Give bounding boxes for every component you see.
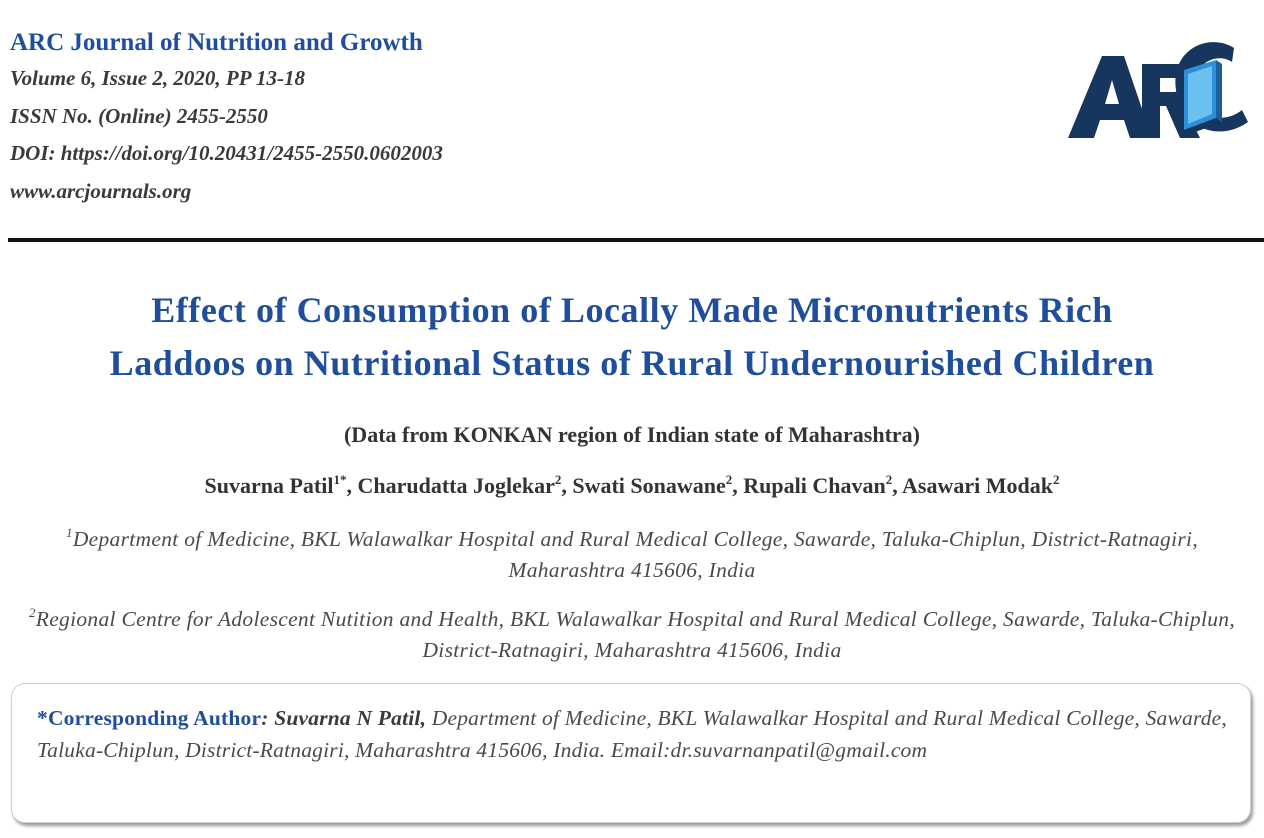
svg-text:ARC: ARC xyxy=(1066,34,1069,35)
author-name: Rupali Chavan xyxy=(743,473,886,498)
book-icon xyxy=(1184,60,1222,134)
article-title xyxy=(0,284,1264,390)
affiliation-mark: 1 xyxy=(66,525,73,540)
journal-header xyxy=(10,26,810,210)
corresponding-author-name: Suvarna N Patil, xyxy=(274,706,427,730)
author-name: Suvarna Patil xyxy=(204,473,334,498)
arc-logo xyxy=(1066,34,1252,146)
volume-issue: Volume 6, Issue 2, 2020, PP 13-18 xyxy=(10,66,305,90)
corresponding-colon: : xyxy=(261,706,269,730)
article-subtitle: (Data from KONKAN region of Indian state of Maharashtra) xyxy=(343,422,921,447)
affiliation-2 xyxy=(20,604,1244,666)
logo-letter-a xyxy=(1068,56,1152,138)
author-separator: , xyxy=(561,473,573,498)
affiliation-text: Regional Centre for Adolescent Nutition and Health, BKL Walawalkar Hospital and Rural Medical College, Sawarde, Taluka-Chiplun, District-Ratnagiri, Maharashtra 415606, India xyxy=(35,607,1236,662)
author-separator: , xyxy=(732,473,744,498)
author-name: Asawari Modak xyxy=(902,473,1053,498)
author-affiliation-mark: 2 xyxy=(1052,472,1060,487)
issn-number: ISSN No. (Online) 2455-2550 xyxy=(10,103,268,128)
author-affiliation-mark: 2 xyxy=(885,472,893,487)
title-line-2: Laddoos on Nutritional Status of Rural Undernourished Children xyxy=(109,343,1155,383)
website-link[interactable]: www.arcjournals.org xyxy=(10,178,192,203)
author-separator: , xyxy=(346,473,358,498)
author-list xyxy=(0,470,1264,502)
author-name: Swati Sonawane xyxy=(572,473,726,498)
author-affiliation-mark: 2 xyxy=(554,472,562,487)
author-separator: , xyxy=(892,473,903,498)
affiliation-1 xyxy=(20,524,1244,586)
author-affiliation-mark: 1* xyxy=(333,472,347,487)
header-divider xyxy=(8,238,1264,242)
author-name: Charudatta Joglekar xyxy=(357,473,555,498)
title-line-1: Effect of Consumption of Locally Made Micronutrients Rich xyxy=(151,290,1113,330)
affiliation-text: Department of Medicine, BKL Walawalkar Hospital and Rural Medical College, Sawarde, Taluka-Chiplun, District-Ratnagiri, Maharashtra 415606, India xyxy=(72,527,1198,582)
corresponding-author-box xyxy=(11,683,1251,823)
corresponding-author-text xyxy=(37,702,1227,766)
author-affiliation-mark: 2 xyxy=(725,472,733,487)
doi-link[interactable]: DOI: https://doi.org/10.20431/2455-2550.0602003 xyxy=(10,141,443,165)
corresponding-author-label: *Corresponding Author xyxy=(37,706,262,730)
affiliation-mark: 2 xyxy=(28,605,36,620)
journal-name: ARC Journal of Nutrition and Growth xyxy=(10,29,423,56)
corresponding-author-details[interactable]: Department of Medicine, BKL Walawalkar Hospital and Rural Medical College, Sawarde, Taluka-Chiplun, District-Ratnagiri, Maharashtra 415606, India. Email:dr.suvarnanpatil@gmail.com xyxy=(37,706,1228,762)
